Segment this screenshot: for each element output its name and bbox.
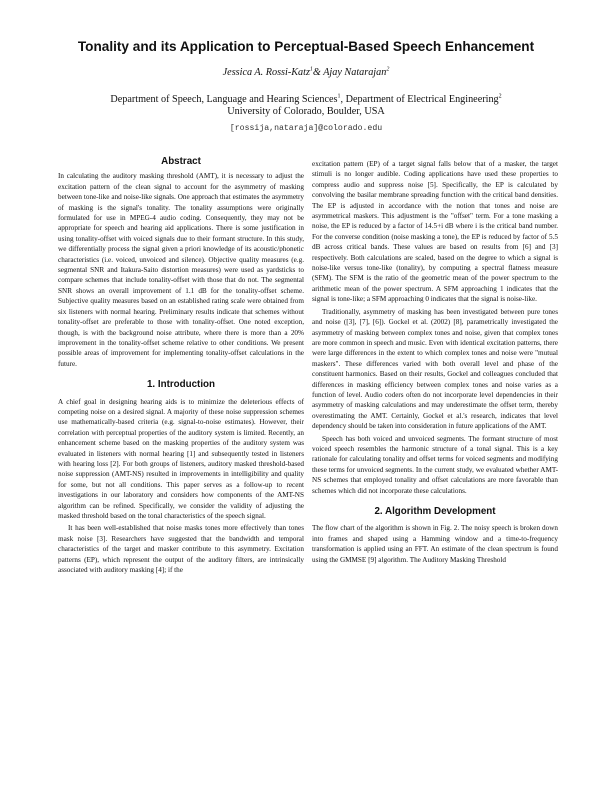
affiliation-marker: 1 (309, 66, 313, 73)
left-column (58, 150, 304, 575)
section-heading: 2. Algorithm Development (374, 506, 496, 517)
author-email: [rossija,nataraja]@colorado.edu (229, 124, 383, 133)
body-paragraph: The flow chart of the algorithm is shown in Fig. 2. The noisy speech is broken down into frames and shaped using a Hamming window and a time-to-frequency transformation is applied using an FFT. An estimate of the clean spectrum is found using the GMMSE [9] algorithm. The Auditory Masking Threshold (312, 524, 558, 564)
body-paragraph: It has been well-established that noise masks tones more effectively than tones mask noise [3]. Researchers have suggested that the bandwidth and temporal characteristics of the target and masker contribute to this asymmetry. Excitation patterns (EP), which represent the output of the auditory filters, are intrinsically associated with auditory masking [4]; if the (58, 524, 304, 575)
affiliation-block (0, 94, 612, 119)
body-paragraph: excitation pattern (EP) of a target signal falls below that of a masker, the target stimuli is no longer audible. Coding applications have used these properties to compress audio and suppress noise [5]. Specifically, the EP is calculated by convolving the basilar membrane spreading function with the critical band densities. The EP is adjusted in accordance with the notion that tones and noise are asymmetrical maskers. This adjustment is the "offset" term. For a tone masking a noise, the EP is reduced by a factor of 14.5+i dB where i is the critical band number. For the converse condition (noise masking a tone), the EP is reduced by factor of 5.5 dB across critical bands. These values are based on results from [6] and [3] respectively. Both calculations are scaled, based on the degree to which a signal is noise-like versus tone-like (tonality), by computing a spectral flatness measure (SFM). The SFM is the ratio of the geometric mean of the power spectrum to the arithmetic mean of the power spectrum. A SFM approaching 1 indicates that the signal is tone-like; a SFM approaching 0 indicates that the signal is noise-like. (312, 160, 558, 304)
department-text: , Department of Electrical Engineering (340, 94, 499, 105)
university-line: University of Colorado, Boulder, USA (227, 106, 385, 118)
author-line (0, 67, 612, 78)
section-heading: 1. Introduction (146, 379, 216, 391)
author-separator: & Ajay Natarajan (312, 67, 387, 78)
body-paragraph: Speech has both voiced and unvoiced segments. The formant structure of most voiced speech resembles the harmonic structure of a tonal signal. This is a key rationale for calculating tonality and offset terms for voiced segments and modifying these terms for unvoiced segments. In the current study, we evaluated whether AMT-NS schemes that employed tonality and offset calculations are more favorable than schemes which did not incorporate these calculations. (312, 434, 558, 495)
department-line (0, 94, 612, 106)
abstract-heading: Abstract (161, 156, 201, 167)
right-column (312, 159, 558, 565)
body-paragraph: Traditionally, asymmetry of masking has been investigated between pure tones and noise ([3], [7], [6]). Gockel et al. (2002) [8], parametrically investigated the asymmetry of masking between complex tones and noise, given that complex tones are more common in speech and music. Even with identical excitation patterns, there were large differences in the extent to which complex tones and noise were "mutual maskers". These differences varied with both overall level and phase of the constituent harmonics. Based on their results, Gockel and colleagues concluded that differences in masking efficiency between complex tones and noise varies as a function of level. Audio coders often do not incorporate level dependencies in their asymmetry of masking calculations and may underestimate the offset term, thereby overestimating the AMT. Certainly, Gockel et al.'s research, indicates that level dependency should be taken into consideration in future applications of the AMT. (312, 307, 558, 431)
affiliation-marker: 2 (386, 66, 390, 73)
affiliation-marker: 1 (337, 93, 341, 100)
abstract-paragraph: In calculating the auditory masking threshold (AMT), it is necessary to adjust the excitation pattern of the clean signal to account for the asymmetry of masking between tone-like and noise-like signals. One approach that estimates the asymmetry of masking is the signal's tonality. The tonality assumptions were originally formulated for use in MPEG-4 audio coding. Consequently, they may not be appropriate for speech and hearing aid applications. There is some justification in using tonality-offset with voiced signals due to their formant structure. In this study, we differentially process the signal given a priori knowledge of its acoustic/phonetic characteristics (i.e. voiced, unvoiced and silence). Objective quality measures (e.g. segmental SNR and Itakura-Saito distortion measures) were used as yardsticks to compare schemes that include tonality-offset with those that do not. The segmental SNR shows an overall improvement of 1.1 dB for the tonality-offset scheme. Subjective quality measures based on an established rating scale were obtained from six listeners with normal hearing. Preliminary results indicate that schemes without tonality-offset are preferable to those with tonality-offset. One noted exception, though, is with the background noise attribute, where there is more than a 20% improvement in the tonality-offset scheme relative to other conditions. We present possible areas of improvement for implementing tonality-offset calculations in the future. (58, 172, 304, 368)
author-name: Jessica A. Rossi-Katz (222, 67, 310, 78)
department-text: Department of Speech, Language and Hearing Sciences (110, 94, 338, 105)
affiliation-marker: 2 (498, 93, 502, 100)
body-paragraph: A chief goal in designing hearing aids is to minimize the deleterious effects of competing noise on a desired signal. A majority of these noise suppression schemes use mathematically-based criteria (e.g. signal-to-noise estimates). However, their correlation with perceptual properties of the auditory system is limited. Recently, an enhancement scheme based on the masking properties of the auditory system was evaluated in listeners with normal hearing [1] and subsequently tested in listeners with hearing loss [2]. For both groups of listeners, auditory masked threshold-based noise suppression (AMT-NS) resulted in improvements in intelligibility and quality for some, but not all conditions. This paper serves as a follow-up to recent investigations in our laboratory and considers how components of the AMT-NS algorithm can be refined. Specifically, we consider the validity of adjusting the masked threshold based on the tonal characteristics of the speech signal. (58, 397, 304, 520)
paper-title: Tonality and its Application to Perceptual-Based Speech Enhancement (77, 39, 535, 54)
